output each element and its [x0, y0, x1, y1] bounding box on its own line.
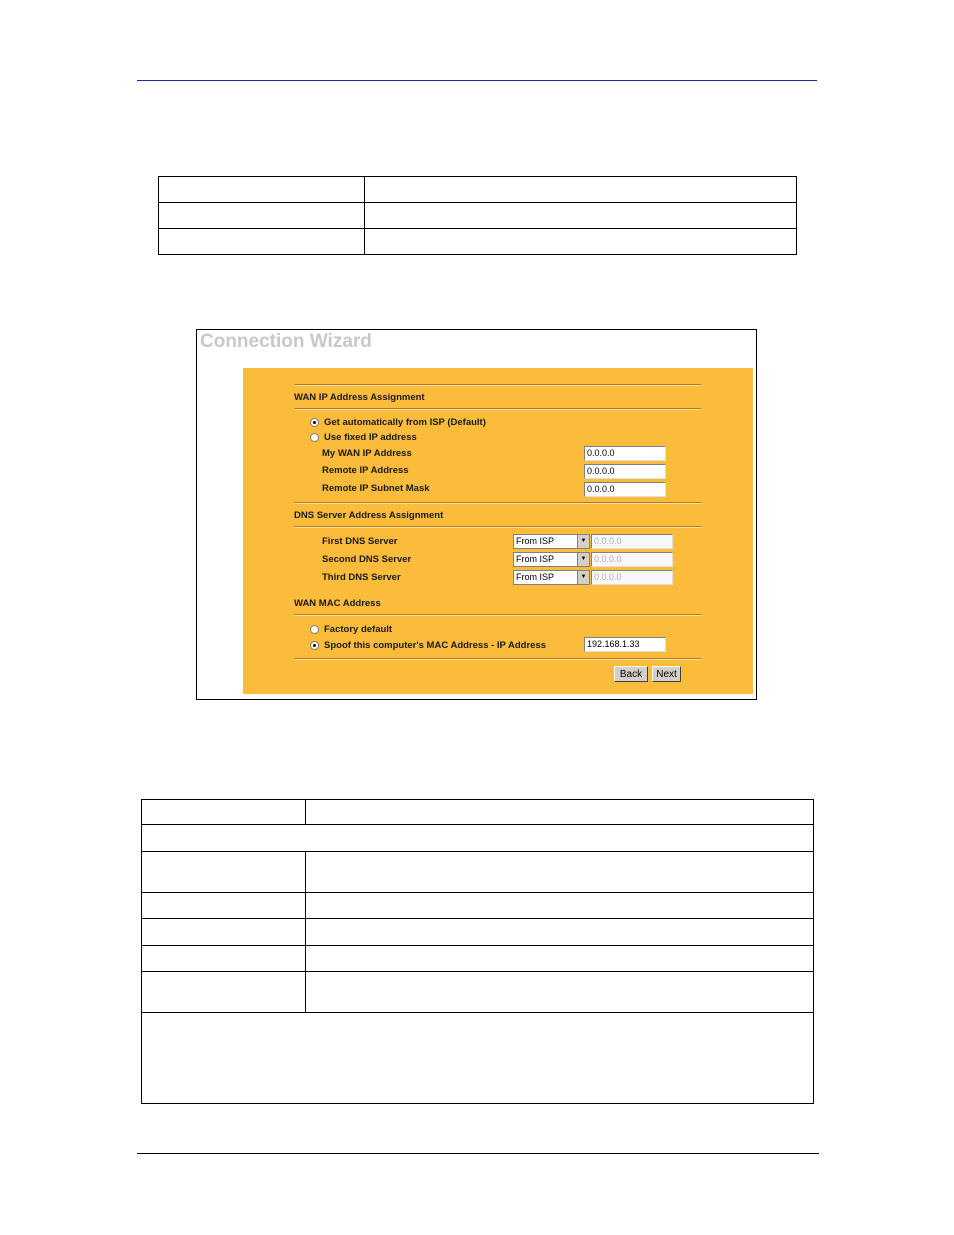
spoof-ip-input[interactable]: 192.168.1.33: [584, 637, 666, 652]
table-cell: [306, 946, 814, 972]
radio-spoof-mac-label: Spoof this computer's MAC Address - IP Address: [324, 640, 547, 651]
radio-factory-default[interactable]: [310, 625, 319, 634]
table-cell: [142, 893, 306, 919]
table-cell: [142, 972, 306, 1013]
remote-mask-input[interactable]: 0.0.0.0: [584, 482, 666, 497]
remote-ip-label: Remote IP Address: [322, 465, 409, 476]
table-cell: [159, 229, 365, 255]
chevron-down-icon: ▼: [577, 571, 589, 584]
radio-spoof-mac[interactable]: [310, 641, 319, 650]
third-dns-select[interactable]: [513, 570, 590, 585]
wizard-title: Connection Wizard: [200, 331, 372, 352]
table-cell: [306, 852, 814, 893]
first-dns-label: First DNS Server: [322, 536, 398, 547]
second-dns-select-value: From ISP: [516, 554, 555, 564]
second-dns-input[interactable]: 0.0.0.0: [591, 552, 673, 567]
table-cell: [142, 852, 306, 893]
table-section-row: [142, 825, 814, 852]
section-wan-mac: WAN MAC Address: [294, 598, 381, 609]
remote-mask-label: Remote IP Subnet Mask: [322, 483, 430, 494]
first-dns-select[interactable]: [513, 534, 590, 549]
chevron-down-icon: ▼: [577, 535, 589, 548]
wizard-panel: [243, 368, 753, 694]
table-cell: [142, 919, 306, 946]
table-footer-row: [142, 1013, 814, 1104]
second-dns-select[interactable]: [513, 552, 590, 567]
table-cell: [306, 893, 814, 919]
table-cell: [365, 177, 797, 203]
header-rule: [137, 80, 817, 81]
section-wan-ip: WAN IP Address Assignment: [294, 392, 425, 403]
remote-ip-input[interactable]: 0.0.0.0: [584, 464, 666, 479]
back-button[interactable]: Back: [614, 666, 648, 682]
table-cell: [365, 203, 797, 229]
chevron-down-icon: ▼: [577, 553, 589, 566]
field-description-table: [141, 799, 814, 1104]
section-dns: DNS Server Address Assignment: [294, 510, 444, 521]
summary-table: [158, 176, 797, 255]
divider: [294, 658, 701, 660]
divider: [294, 408, 701, 410]
third-dns-label: Third DNS Server: [322, 572, 401, 583]
table-cell: [142, 946, 306, 972]
third-dns-input[interactable]: 0.0.0.0: [591, 570, 673, 585]
table-cell: [159, 203, 365, 229]
first-dns-input[interactable]: 0.0.0.0: [591, 534, 673, 549]
radio-auto-ip[interactable]: [310, 418, 319, 427]
divider: [294, 526, 701, 528]
divider: [294, 614, 701, 616]
table-header-cell: [306, 800, 814, 825]
radio-factory-default-label: Factory default: [324, 624, 393, 635]
footer-rule: [137, 1153, 819, 1154]
second-dns-label: Second DNS Server: [322, 554, 412, 565]
divider: [294, 502, 701, 504]
first-dns-select-value: From ISP: [516, 536, 555, 546]
table-header-cell: [142, 800, 306, 825]
third-dns-select-value: From ISP: [516, 572, 555, 582]
my-wan-ip-label: My WAN IP Address: [322, 448, 412, 459]
table-cell: [365, 229, 797, 255]
my-wan-ip-input[interactable]: 0.0.0.0: [584, 446, 666, 461]
radio-fixed-ip-label: Use fixed IP address: [324, 432, 417, 443]
radio-auto-ip-label: Get automatically from ISP (Default): [324, 417, 486, 428]
table-cell: [306, 972, 814, 1013]
radio-fixed-ip[interactable]: [310, 433, 319, 442]
next-button[interactable]: Next: [652, 666, 681, 682]
divider: [294, 384, 701, 386]
table-cell: [306, 919, 814, 946]
table-cell: [159, 177, 365, 203]
